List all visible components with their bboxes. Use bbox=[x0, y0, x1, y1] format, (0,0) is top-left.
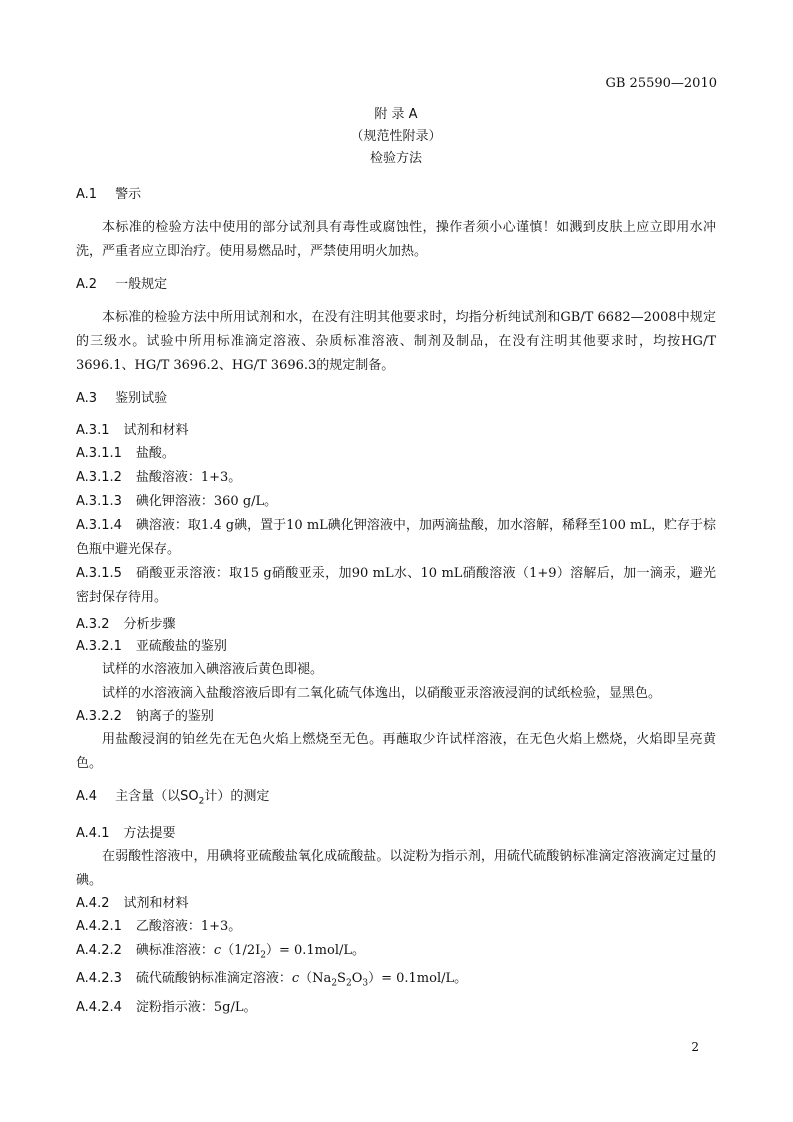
section-number: A.4 bbox=[76, 789, 98, 804]
item-text: 淀粉指示液：5g/L。 bbox=[135, 999, 257, 1015]
title-part: 主含量（以SO bbox=[115, 789, 199, 804]
section-a4-heading bbox=[76, 786, 716, 813]
section-a1-heading bbox=[76, 184, 716, 206]
item-text: 硝酸亚汞溶液：取15 g硝酸亚汞，加90 mL水、10 mL硝酸溶液（1+9）溶解后，加一滴汞，避光密封保存待用。 bbox=[76, 566, 716, 605]
item-text: 盐酸溶液：1+3。 bbox=[135, 470, 242, 485]
item-text: 碘标准溶液： bbox=[135, 942, 214, 958]
item-text: 乙酸溶液：1+3。 bbox=[135, 918, 242, 934]
section-number: A.3 bbox=[76, 391, 98, 406]
section-title bbox=[115, 789, 270, 807]
item-text: 碘溶液：取1.4 g碘，置于10 mL碘化钾溶液中，加两滴盐酸，加水溶解，稀释至100 mL，贮存于棕色瓶中避光保存。 bbox=[76, 518, 716, 557]
section-number: A.3.2 bbox=[76, 617, 110, 632]
section-number: A.2 bbox=[76, 277, 98, 292]
item-a314 bbox=[76, 514, 716, 562]
section-number: A.1 bbox=[76, 187, 98, 202]
formula-part: ）= 0.1mol/L。 bbox=[265, 942, 365, 958]
item-text: 硫代硫酸钠标准滴定溶液： bbox=[135, 971, 292, 987]
annex-name: 检验方法 bbox=[369, 151, 422, 166]
subscript: 2 bbox=[260, 950, 266, 961]
title-part: 计）的测定 bbox=[204, 789, 270, 804]
section-a2-text: 本标准的检验方法中所用试剂和水，在没有注明其他要求时，均指分析纯试剂和GB/T 6682—2008中规定的三级水。试验中所用标准滴定溶液、杂质标准溶液、制剂及制品，在没有注明其他要求时，均按HG/T 3696.1、HG/T 3696.2、HG/T 3696.3的规定制备。 bbox=[76, 310, 716, 373]
item-a311 bbox=[76, 442, 716, 466]
subscript: 3 bbox=[362, 978, 369, 989]
section-a32-heading bbox=[76, 614, 716, 636]
section-title: 试剂和材料 bbox=[123, 423, 189, 438]
item-a422 bbox=[76, 939, 716, 968]
section-a41-text: 在弱酸性溶液中，用碘将亚硫酸盐氧化成硫酸盐。以淀粉为指示剂，用硫代硫酸钠标准滴定溶液滴定过量的碘。 bbox=[76, 848, 716, 888]
item-a313 bbox=[76, 490, 716, 514]
page-number: 2 bbox=[691, 1040, 699, 1054]
formula-part: S bbox=[337, 971, 346, 987]
item-a424 bbox=[76, 996, 716, 1020]
section-title: 方法提要 bbox=[123, 825, 176, 841]
item-number: A.3.1.5 bbox=[76, 566, 122, 581]
item-a315 bbox=[76, 562, 716, 610]
item-text: 碘化钾溶液：360 g/L。 bbox=[135, 494, 278, 509]
item-a312 bbox=[76, 466, 716, 490]
item-number: A.3.1.1 bbox=[76, 446, 122, 461]
section-title: 鉴别试验 bbox=[115, 391, 168, 406]
item-number: A.3.1.2 bbox=[76, 470, 122, 485]
item-number: A.4.2.2 bbox=[76, 942, 122, 958]
annex-title: 附 录 A bbox=[374, 107, 418, 122]
item-number: A.3.1.4 bbox=[76, 518, 122, 533]
section-a1-text: 本标准的检验方法中使用的部分试剂具有毒性或腐蚀性，操作者须小心谨慎！如溅到皮肤上应立即用水冲洗，严重者应立即治疗。使用易燃品时，严禁使用明火加热。 bbox=[76, 220, 716, 259]
formula-part: O bbox=[351, 971, 363, 987]
formula-part: （1/2I bbox=[221, 942, 261, 958]
section-number: A.3.2.2 bbox=[76, 709, 122, 724]
document-body bbox=[76, 104, 716, 1020]
section-a321-heading bbox=[76, 636, 716, 658]
section-a322-heading bbox=[76, 706, 716, 728]
section-a321-text-1: 试样的水溶液加入碘溶液后黄色即褪。 bbox=[102, 662, 324, 677]
standard-number: GB 25590—2010 bbox=[605, 76, 717, 91]
section-title: 警示 bbox=[115, 187, 142, 202]
item-number: A.4.2.4 bbox=[76, 999, 122, 1015]
section-a3-heading bbox=[76, 388, 716, 410]
section-number: A.4.2 bbox=[76, 895, 110, 911]
concentration-symbol: c bbox=[291, 971, 300, 987]
section-a31-heading bbox=[76, 420, 716, 442]
section-number: A.4.1 bbox=[76, 825, 110, 841]
item-a421 bbox=[76, 915, 716, 939]
item-number: A.3.1.3 bbox=[76, 494, 122, 509]
section-title: 钠离子的鉴别 bbox=[135, 709, 214, 724]
section-a322-text: 用盐酸浸润的铂丝先在无色火焰上燃烧至无色。再蘸取少许试样溶液，在无色火焰上燃烧，火焰即呈亮黄色。 bbox=[76, 732, 716, 771]
section-title: 亚硫酸盐的鉴别 bbox=[135, 639, 227, 654]
subscript: 2 bbox=[331, 978, 338, 989]
item-number: A.4.2.3 bbox=[76, 971, 122, 987]
section-a2-heading bbox=[76, 274, 716, 296]
section-a41-heading bbox=[76, 823, 716, 845]
item-number: A.4.2.1 bbox=[76, 918, 122, 934]
section-a42-heading bbox=[76, 893, 716, 915]
section-title: 试剂和材料 bbox=[123, 895, 189, 911]
section-number: A.3.2.1 bbox=[76, 639, 122, 654]
annex-subtitle: （规范性附录） bbox=[350, 129, 442, 144]
formula-part: （Na bbox=[299, 971, 332, 987]
section-title: 一般规定 bbox=[115, 277, 168, 292]
item-text: 盐酸。 bbox=[135, 446, 175, 461]
formula-part: ）= 0.1mol/L。 bbox=[368, 971, 468, 987]
concentration-symbol: c bbox=[213, 942, 222, 958]
item-a423 bbox=[76, 967, 716, 996]
section-a321-text-2: 试样的水溶液滴入盐酸溶液后即有二氧化硫气体逸出，以硝酸亚汞溶液浸润的试纸检验，显黑色。 bbox=[102, 686, 662, 701]
section-number: A.3.1 bbox=[76, 423, 110, 438]
subscript: 2 bbox=[198, 796, 205, 807]
section-title: 分析步骤 bbox=[123, 617, 176, 632]
subscript: 2 bbox=[345, 978, 352, 989]
